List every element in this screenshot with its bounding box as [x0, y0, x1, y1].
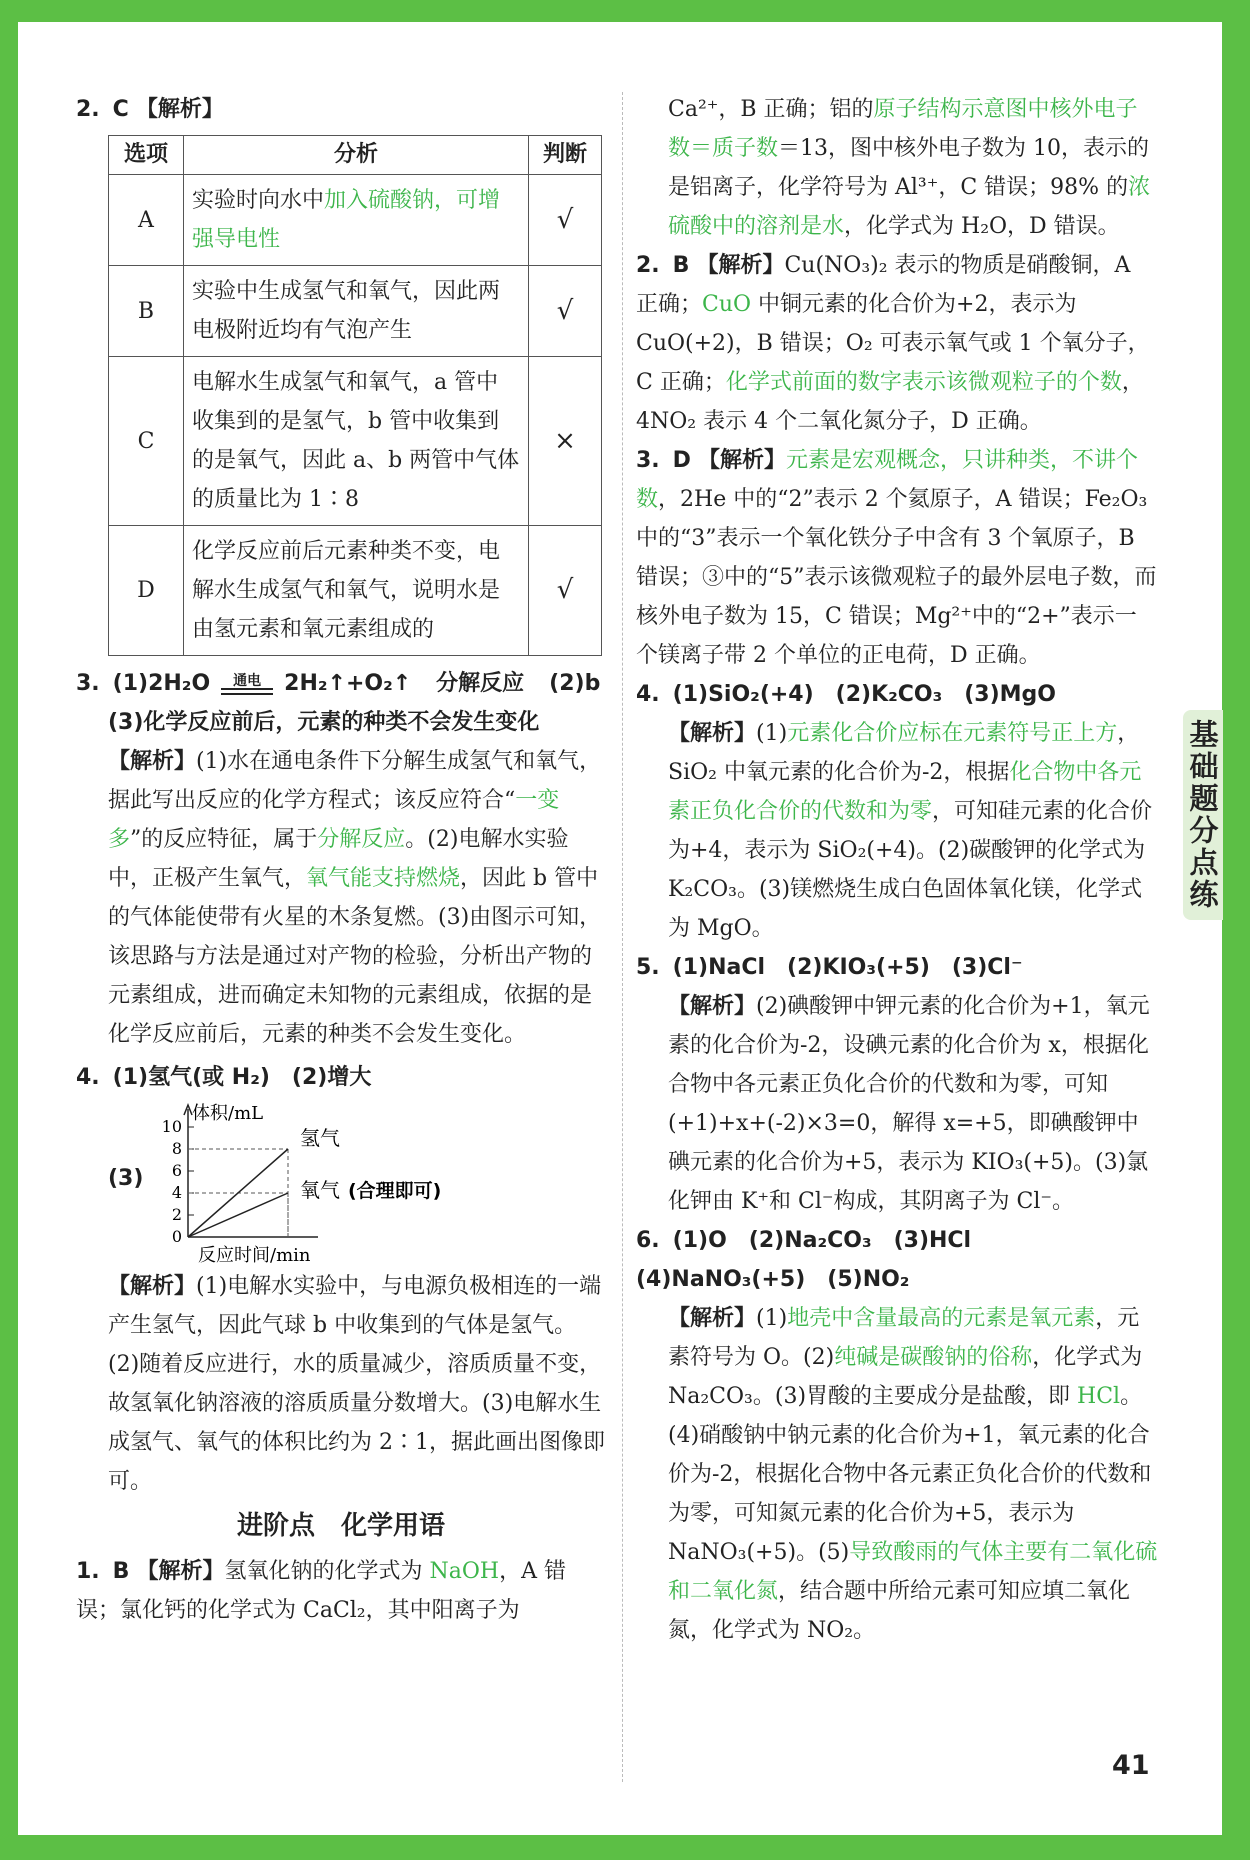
analysis-cell: 电解水生成氢气和氧气，a 管中收集到的是氢气，b 管中收集到的是氧气，因此 a、b 两管中气体的质量比为 1∶8 — [184, 357, 529, 526]
y-tick-label: 6 — [171, 1161, 182, 1180]
section-title: 进阶点 化学用语 — [236, 1511, 445, 1541]
chart-svg — [148, 1097, 588, 1267]
table-row — [109, 357, 602, 526]
option-cell: B — [109, 266, 184, 357]
table-header-row — [109, 136, 602, 175]
judgement-cell: × — [529, 357, 602, 526]
reaction-arrow: 通电 — [221, 674, 273, 695]
side-tab: 基础题分点练 — [1183, 710, 1223, 920]
chem-answer-3: 3. D 【解析】元素是宏观概念，只讲种类，不讲个数，2He 中的“2”表示 2 个氦原子，A 错误；Fe₂O₃ 中的“3”表示一个氧化铁分子中含有 3 个氧原子，B 错误；③中的“5”表示该微观粒子的最外层电子数，而核外电子数为 15，C 错误；Mg²⁺中的“2+”表示一个镁离子带 2 个单位的正电荷，D 正确。 — [636, 448, 1157, 668]
judgement-cell: √ — [529, 266, 602, 357]
y-tick-label: 0 — [171, 1227, 182, 1246]
analysis-table — [108, 135, 602, 656]
explanation-chem-6: 【解析】(1)地壳中含量最高的元素是氧元素，元素符号为 O。(2)纯碱是碳酸钠的俗称，化学式为 Na₂CO₃。(3)胃酸的主要成分是盐酸，即 HCl。(4)硝酸钠中钠元素的化合价为+1，氧元素的化合价为-2，根据化合物中各元素正负化合价的代数和为零，可知氮元素的化合价为+5，表示为 NaNO₃(+5)。(5)导致酸雨的气体主要有二氧化硫和二氧化氮，结合题中所给元素可知应填二氧化氮，化学式为 NO₂。 — [668, 1306, 1158, 1643]
table-row — [109, 526, 602, 656]
option-cell: D — [109, 526, 184, 656]
table-header: 选项 — [109, 136, 184, 175]
table-row — [109, 175, 602, 266]
y-axis-label: 体积/mL — [192, 1103, 264, 1124]
chem-answer-4: 4. (1)SiO₂(+4) (2)K₂CO₃ (3)MgO — [636, 682, 1057, 707]
option-cell: A — [109, 175, 184, 266]
x-axis-label: 反应时间/min — [198, 1245, 311, 1266]
chem-answer-1-continued: Ca²⁺，B 正确；铝的原子结构示意图中核外电子数＝质子数＝13，图中核外电子数为 10，表示的是铝离子，化学符号为 Al³⁺，C 错误；98% 的浓硫酸中的溶剂是水，化学式为 H₂O，D 错误。 — [668, 97, 1151, 239]
answer-2: 2. C 【解析】 — [76, 97, 224, 122]
right-column — [636, 90, 1158, 1650]
green-frame-top — [0, 0, 1250, 22]
chem-answer-5: 5. (1)NaCl (2)KIO₃(+5) (3)Cl⁻ — [636, 955, 1023, 980]
answer-3-part3: (3)化学反应前后，元素的种类不会发生变化 — [108, 710, 540, 735]
answer-4: 4. (1)氢气(或 H₂) (2)增大 — [76, 1065, 372, 1090]
gas-volume-chart: (3) 体积/mL 反应时间/min 0 2 4 6 8 10 氢气 氧气 (合理即可) — [108, 1097, 606, 1267]
explanation-chem-4: 【解析】(1)元素化合价应标在元素符号正上方，SiO₂ 中氧元素的化合价为-2，根据化合物中各元素正负化合价的代数和为零，可知硅元素的化合价为+4，表示为 SiO₂(+4)。(2)碳酸钾的化学式为 K₂CO₃。(3)镁燃烧生成白色固体氧化镁，化学式为 MgO。 — [668, 721, 1153, 941]
analysis-cell: 实验时向水中加入硫酸钠，可增强导电性 — [184, 175, 529, 266]
green-frame-left — [0, 0, 18, 1860]
y-tick-label: 8 — [171, 1139, 182, 1158]
chem-answer-1: 1. B 【解析】氢氧化钠的化学式为 NaOH，A 错误；氯化钙的化学式为 CaCl₂，其中阳离子为 — [76, 1559, 566, 1623]
y-tick-label: 4 — [171, 1183, 182, 1202]
answer-3: 3. (1)2H₂O 通电 2H₂↑+O₂↑ 分解反应 (2)b — [76, 671, 601, 696]
table-row — [109, 266, 602, 357]
y-tick-label: 2 — [171, 1205, 182, 1224]
left-column — [76, 90, 606, 1630]
green-frame-right — [1222, 0, 1250, 1860]
table-header: 判断 — [529, 136, 602, 175]
green-frame-bottom — [0, 1835, 1250, 1860]
chem-answer-6: 6. (1)O (2)Na₂CO₃ (3)HCl (4)NaNO₃(+5) (5)NO₂ — [636, 1228, 994, 1292]
series-label: 氢气 — [300, 1126, 340, 1150]
y-tick-label: 10 — [161, 1117, 182, 1136]
analysis-cell: 实验中生成氢气和氧气，因此两电极附近均有气泡产生 — [184, 266, 529, 357]
table-header: 分析 — [184, 136, 529, 175]
column-divider — [622, 92, 623, 1782]
analysis-cell: 化学反应前后元素种类不变，电解水生成氢气和氧气，说明水是由氢元素和氧元素组成的 — [184, 526, 529, 656]
judgement-cell: √ — [529, 175, 602, 266]
judgement-cell: √ — [529, 526, 602, 656]
chem-answer-2: 2. B 【解析】Cu(NO₃)₂ 表示的物质是硝酸铜，A 正确；CuO 中铜元素的化合价为+2，表示为 CuO(+2)，B 错误；O₂ 可表示氧气或 1 个氧分子，C 正确；化学式前面的数字表示该微观粒子的个数，4NO₂ 表示 4 个二氧化氮分子，D 正确。 — [636, 253, 1150, 434]
chart-annotation: (合理即可) — [348, 1180, 442, 1202]
explanation-3: 【解析】(1)水在通电条件下分解生成氢气和氧气，据此写出反应的化学方程式；该反应符合“一变多”的反应特征，属于分解反应。(2)电解水实验中，正极产生氧气，氧气能支持燃烧，因此 b 管中的气体能使带有火星的木条复燃。(3)由图示可知，该思路与方法是通过对产物的检验，分析出产物的元素组成，进而确定未知物的元素组成，依据的是化学反应前后，元素的种类不会发生变化。 — [108, 749, 602, 1047]
series-label: 氧气 — [300, 1178, 340, 1202]
page-number: 41 — [1112, 1750, 1150, 1781]
explanation-4: 【解析】(1)电解水实验中，与电源负极相连的一端产生氢气，因此气球 b 中收集到的气体是氢气。(2)随着反应进行，水的质量减少，溶质质量不变，故氢氧化钠溶液的溶质质量分数增大。(3)电解水生成氢气、氧气的体积比约为 2∶1，据此画出图像即可。 — [108, 1274, 605, 1494]
explanation-chem-5: 【解析】(2)碘酸钾中钾元素的化合价为+1，氧元素的化合价为-2，设碘元素的化合价为 x，根据化合物中各元素正负化合价的代数和为零，可知(+1)+x+(-2)×3=0，解得 x=+5，即碘酸钾中碘元素的化合价为+5，表示为 KIO₃(+5)。(3)氯化钾由 K⁺和 Cl⁻构成，其阴离子为 Cl⁻。 — [668, 994, 1150, 1214]
series-line — [188, 1193, 288, 1237]
option-cell: C — [109, 357, 184, 526]
